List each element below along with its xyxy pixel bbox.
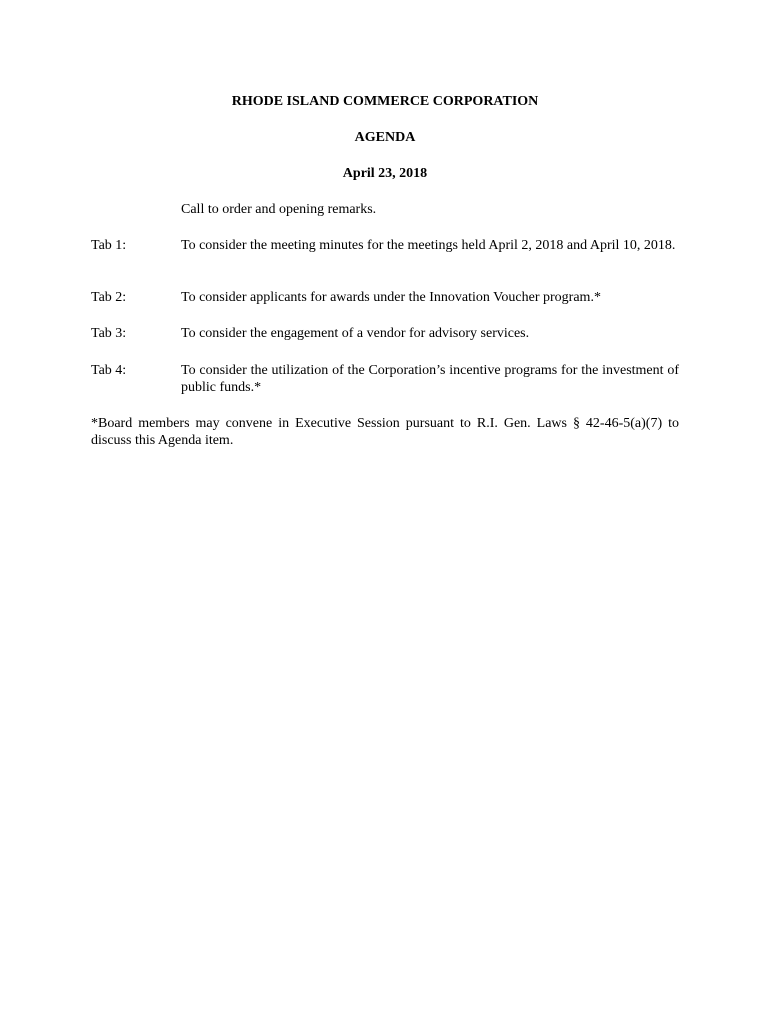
tab-2-label: Tab 2: bbox=[91, 290, 127, 305]
tab-2-text: To consider applicants for awards under the Innovation Voucher program.* bbox=[181, 290, 601, 305]
tab-3-text: To consider the engagement of a vendor for advisory services. bbox=[181, 326, 530, 341]
tab-4-label: Tab 4: bbox=[91, 363, 127, 378]
agenda-date: April 23, 2018 bbox=[342, 166, 428, 181]
opening-remarks: Call to order and opening remarks. bbox=[181, 202, 377, 217]
tab-3-label: Tab 3: bbox=[91, 326, 127, 341]
organization-heading: RHODE ISLAND COMMERCE CORPORATION bbox=[231, 94, 539, 109]
tab-4-text: To consider the utilization of the Corporation’s incentive programs for the investment of public funds.* bbox=[181, 363, 679, 395]
tab-1-text: To consider the meeting minutes for the meetings held April 2, 2018 and April 10, 2018. bbox=[181, 238, 676, 253]
tab-1-label: Tab 1: bbox=[91, 238, 127, 253]
executive-session-footnote: *Board members may convene in Executive Session pursuant to R.I. Gen. Laws § 42-46-5(a)(7) to discuss this Agenda item. bbox=[91, 416, 679, 448]
agenda-title: AGENDA bbox=[354, 130, 416, 145]
